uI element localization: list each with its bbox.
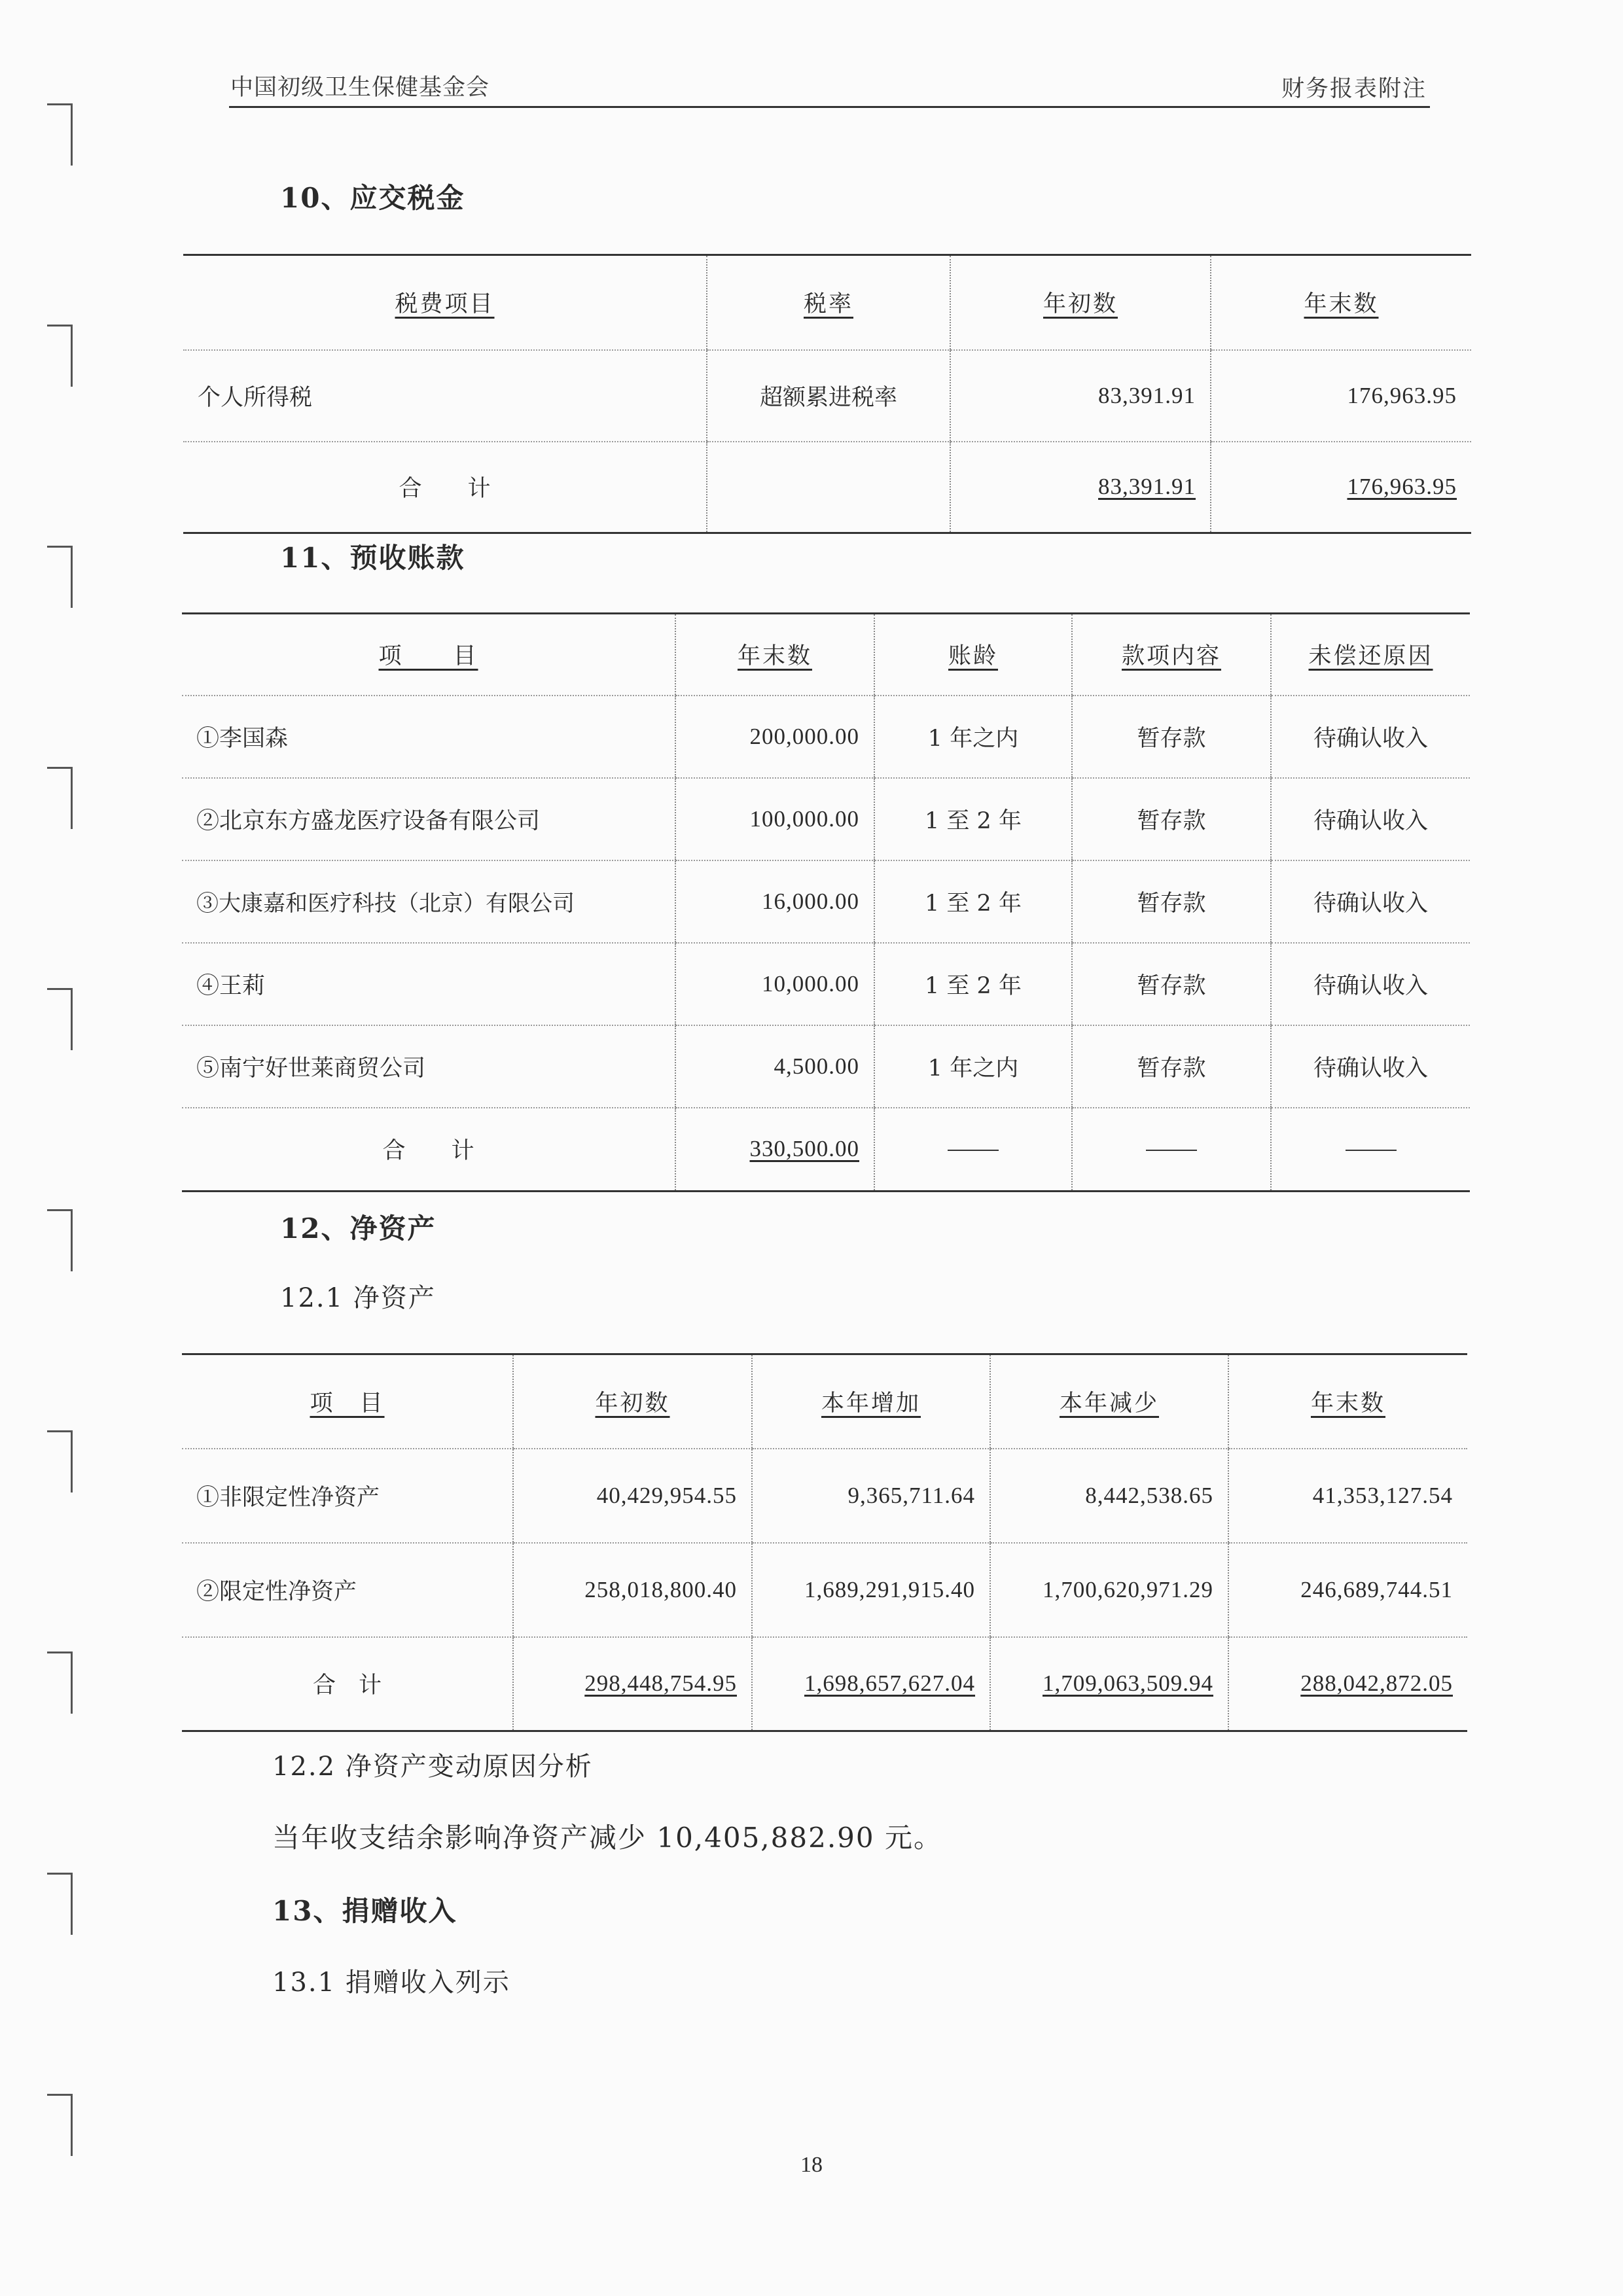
cell-total-label: 合 计 <box>182 1637 513 1731</box>
subsection-12-2-title: 12.2 净资产变动原因分析 <box>272 1752 593 1782</box>
cell-decrease: 8,442,538.65 <box>990 1449 1228 1543</box>
cell-content: 暂存款 <box>1072 943 1271 1025</box>
cell-amount: 100,000.00 <box>675 778 874 860</box>
col-header: 款项内容 <box>1121 643 1221 670</box>
binder-mark <box>47 1430 73 1492</box>
cell-reason: 待确认收入 <box>1271 696 1470 778</box>
cell-end: 41,353,127.54 <box>1228 1449 1467 1543</box>
cell-amount: 200,000.00 <box>675 696 874 778</box>
col-header: 年末数 <box>1304 291 1379 318</box>
dash-placeholder <box>1346 1150 1397 1151</box>
cell-content: 暂存款 <box>1072 778 1271 860</box>
cell-item: ②北京东方盛龙医疗设备有限公司 <box>182 778 675 860</box>
cell-age: 1 年之内 <box>874 1025 1072 1108</box>
cell-total-begin: 83,391.91 <box>1098 474 1196 500</box>
binder-mark <box>47 767 73 829</box>
col-header: 未偿还原因 <box>1308 643 1433 670</box>
col-header: 本年减少 <box>1059 1390 1159 1417</box>
cell-age: 1 至 2 年 <box>874 778 1072 860</box>
table-header-row <box>182 1354 1467 1449</box>
col-header: 年初数 <box>595 1390 670 1417</box>
binder-mark <box>47 1873 73 1935</box>
binder-mark <box>47 546 73 608</box>
cell-item: 个人所得税 <box>183 350 707 442</box>
table-row <box>182 1543 1467 1637</box>
binder-mark <box>47 103 73 166</box>
col-header: 项 目 <box>310 1390 385 1417</box>
cell-begin: 40,429,954.55 <box>513 1449 752 1543</box>
page-number: 18 <box>800 2153 823 2177</box>
cell-item: ③大康嘉和医疗科技（北京）有限公司 <box>182 860 675 943</box>
col-header: 税费项目 <box>395 291 495 318</box>
cell-total-end: 288,042,872.05 <box>1300 1670 1453 1697</box>
cell-total-end: 176,963.95 <box>1347 474 1457 500</box>
cell-reason: 待确认收入 <box>1271 1025 1470 1108</box>
table-header-row <box>182 614 1470 696</box>
cell-total-begin: 298,448,754.95 <box>584 1670 737 1697</box>
section-13-title: 13、捐赠收入 <box>272 1895 457 1927</box>
cell-content: 暂存款 <box>1072 696 1271 778</box>
subsection-13-1-title: 13.1 捐赠收入列示 <box>272 1968 510 1998</box>
table-header-row <box>183 255 1471 350</box>
header-org: 中国初级卫生保健基金会 <box>230 75 490 101</box>
cell-rate: 超额累进税率 <box>707 350 950 442</box>
binder-mark <box>47 1209 73 1271</box>
binder-mark <box>47 2094 73 2156</box>
binder-mark <box>47 988 73 1050</box>
total-row <box>182 1637 1467 1731</box>
cell-item: ②限定性净资产 <box>182 1543 513 1637</box>
cell-empty <box>707 442 950 533</box>
table-row <box>182 860 1470 943</box>
cell-content: 暂存款 <box>1072 1025 1271 1108</box>
section-11-title: 11、预收账款 <box>280 542 465 574</box>
section-10-title: 10、应交税金 <box>280 182 465 214</box>
cell-item: ①非限定性净资产 <box>182 1449 513 1543</box>
cell-reason: 待确认收入 <box>1271 943 1470 1025</box>
table-row <box>182 778 1470 860</box>
col-header: 本年增加 <box>821 1390 921 1417</box>
table-row <box>182 696 1470 778</box>
dash-placeholder <box>948 1150 999 1151</box>
cell-decrease: 1,700,620,971.29 <box>990 1543 1228 1637</box>
col-header: 账龄 <box>948 643 998 670</box>
table-row <box>182 943 1470 1025</box>
total-row <box>182 1108 1470 1192</box>
cell-reason: 待确认收入 <box>1271 778 1470 860</box>
cell-content: 暂存款 <box>1072 860 1271 943</box>
cell-amount: 16,000.00 <box>675 860 874 943</box>
net-assets-change-paragraph: 当年收支结余影响净资产减少 10,405,882.90 元。 <box>272 1822 942 1854</box>
cell-item: ⑤南宁好世莱商贸公司 <box>182 1025 675 1108</box>
cell-total-label: 合 计 <box>182 1108 675 1192</box>
cell-end: 176,963.95 <box>1211 350 1471 442</box>
table-row <box>182 1449 1467 1543</box>
cell-item: ④王莉 <box>182 943 675 1025</box>
net-assets-table <box>182 1353 1467 1732</box>
cell-item: ①李国森 <box>182 696 675 778</box>
col-header: 年末数 <box>1310 1390 1385 1417</box>
col-header: 年末数 <box>737 643 812 670</box>
cell-begin: 83,391.91 <box>950 350 1211 442</box>
cell-age: 1 年之内 <box>874 696 1072 778</box>
table-row <box>183 350 1471 442</box>
cell-amount: 4,500.00 <box>675 1025 874 1108</box>
tax-payable-table <box>183 254 1471 534</box>
subsection-12-1-title: 12.1 净资产 <box>280 1283 436 1313</box>
cell-total-amount: 330,500.00 <box>749 1136 859 1162</box>
cell-amount: 10,000.00 <box>675 943 874 1025</box>
cell-end: 246,689,744.51 <box>1228 1543 1467 1637</box>
cell-age: 1 至 2 年 <box>874 943 1072 1025</box>
total-row <box>183 442 1471 533</box>
table-row <box>182 1025 1470 1108</box>
cell-begin: 258,018,800.40 <box>513 1543 752 1637</box>
advance-receipts-table <box>182 612 1470 1192</box>
section-12-title: 12、净资产 <box>280 1212 437 1245</box>
cell-total-label: 合 计 <box>183 442 707 533</box>
col-header: 税率 <box>803 291 853 318</box>
header-doc-title: 财务报表附注 <box>1281 76 1427 102</box>
binder-mark <box>47 325 73 387</box>
cell-age: 1 至 2 年 <box>874 860 1072 943</box>
cell-increase: 9,365,711.64 <box>752 1449 990 1543</box>
cell-total-increase: 1,698,657,627.04 <box>804 1670 975 1697</box>
binder-mark <box>47 1651 73 1714</box>
header-divider <box>229 106 1430 108</box>
cell-total-decrease: 1,709,063,509.94 <box>1043 1670 1213 1697</box>
cell-reason: 待确认收入 <box>1271 860 1470 943</box>
dash-placeholder <box>1146 1150 1197 1151</box>
cell-increase: 1,689,291,915.40 <box>752 1543 990 1637</box>
col-header: 项 目 <box>378 643 478 670</box>
col-header: 年初数 <box>1043 291 1118 318</box>
